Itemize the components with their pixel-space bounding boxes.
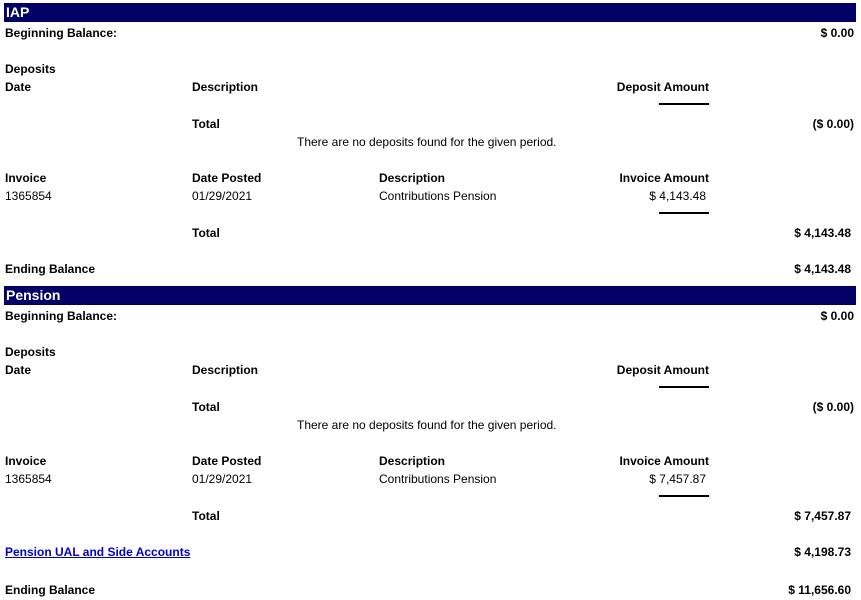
invoice-total-value: $ 4,143.48 xyxy=(794,226,851,240)
deposits-label: Deposits xyxy=(5,345,56,359)
invoice-col-amount: Invoice Amount xyxy=(619,454,709,468)
beginning-balance-label: Beginning Balance: xyxy=(5,309,118,323)
deposit-col-amount: Deposit Amount xyxy=(616,80,709,94)
no-deposits-message: There are no deposits found for the given period. xyxy=(297,135,557,149)
ending-balance-label: Ending Balance xyxy=(5,262,96,276)
deposit-total-value: ($ 0.00) xyxy=(812,117,854,131)
invoice-amount-rule xyxy=(659,495,709,497)
invoice-number: 1365854 xyxy=(5,472,52,486)
ending-balance-value: $ 4,143.48 xyxy=(794,262,851,276)
invoice-col-date-posted: Date Posted xyxy=(192,454,262,468)
invoice-col-invoice: Invoice xyxy=(5,454,47,468)
invoice-amount-rule xyxy=(659,212,709,214)
deposit-col-amount: Deposit Amount xyxy=(616,363,709,377)
deposits-label: Deposits xyxy=(5,62,56,76)
invoice-total-label: Total xyxy=(192,226,220,240)
invoice-total-label: Total xyxy=(192,509,220,523)
invoice-col-description: Description xyxy=(379,171,446,185)
invoice-date-posted: 01/29/2021 xyxy=(192,189,253,203)
deposit-total-label: Total xyxy=(192,117,220,131)
invoice-description: Contributions Pension xyxy=(379,472,497,486)
deposit-col-description: Description xyxy=(192,363,259,377)
section-title: Pension xyxy=(6,287,61,303)
deposit-amount-rule xyxy=(659,386,709,388)
invoice-amount: $ 7,457.87 xyxy=(649,472,706,486)
ual-amount-value: $ 4,198.73 xyxy=(794,545,851,559)
deposit-col-description: Description xyxy=(192,80,259,94)
beginning-balance-value: $ 0.00 xyxy=(820,26,854,40)
section-header-pension xyxy=(4,286,856,305)
deposit-col-date: Date xyxy=(5,80,32,94)
no-deposits-message: There are no deposits found for the given period. xyxy=(297,418,557,432)
beginning-balance-label: Beginning Balance: xyxy=(5,26,118,40)
invoice-number: 1365854 xyxy=(5,189,52,203)
ending-balance-label: Ending Balance xyxy=(5,583,96,597)
ending-balance-value: $ 11,656.60 xyxy=(788,583,851,597)
invoice-col-amount: Invoice Amount xyxy=(619,171,709,185)
invoice-amount: $ 4,143.48 xyxy=(649,189,706,203)
invoice-col-description: Description xyxy=(379,454,446,468)
invoice-date-posted: 01/29/2021 xyxy=(192,472,253,486)
deposit-col-date: Date xyxy=(5,363,32,377)
deposit-amount-rule xyxy=(659,103,709,105)
section-title: IAP xyxy=(6,4,30,20)
invoice-description: Contributions Pension xyxy=(379,189,497,203)
invoice-col-date-posted: Date Posted xyxy=(192,171,262,185)
invoice-col-invoice: Invoice xyxy=(5,171,47,185)
beginning-balance-value: $ 0.00 xyxy=(820,309,854,323)
section-header-iap xyxy=(4,3,856,22)
deposit-total-label: Total xyxy=(192,400,220,414)
deposit-total-value: ($ 0.00) xyxy=(812,400,854,414)
pension-ual-link[interactable]: Pension UAL and Side Accounts xyxy=(5,545,191,559)
invoice-total-value: $ 7,457.87 xyxy=(794,509,851,523)
